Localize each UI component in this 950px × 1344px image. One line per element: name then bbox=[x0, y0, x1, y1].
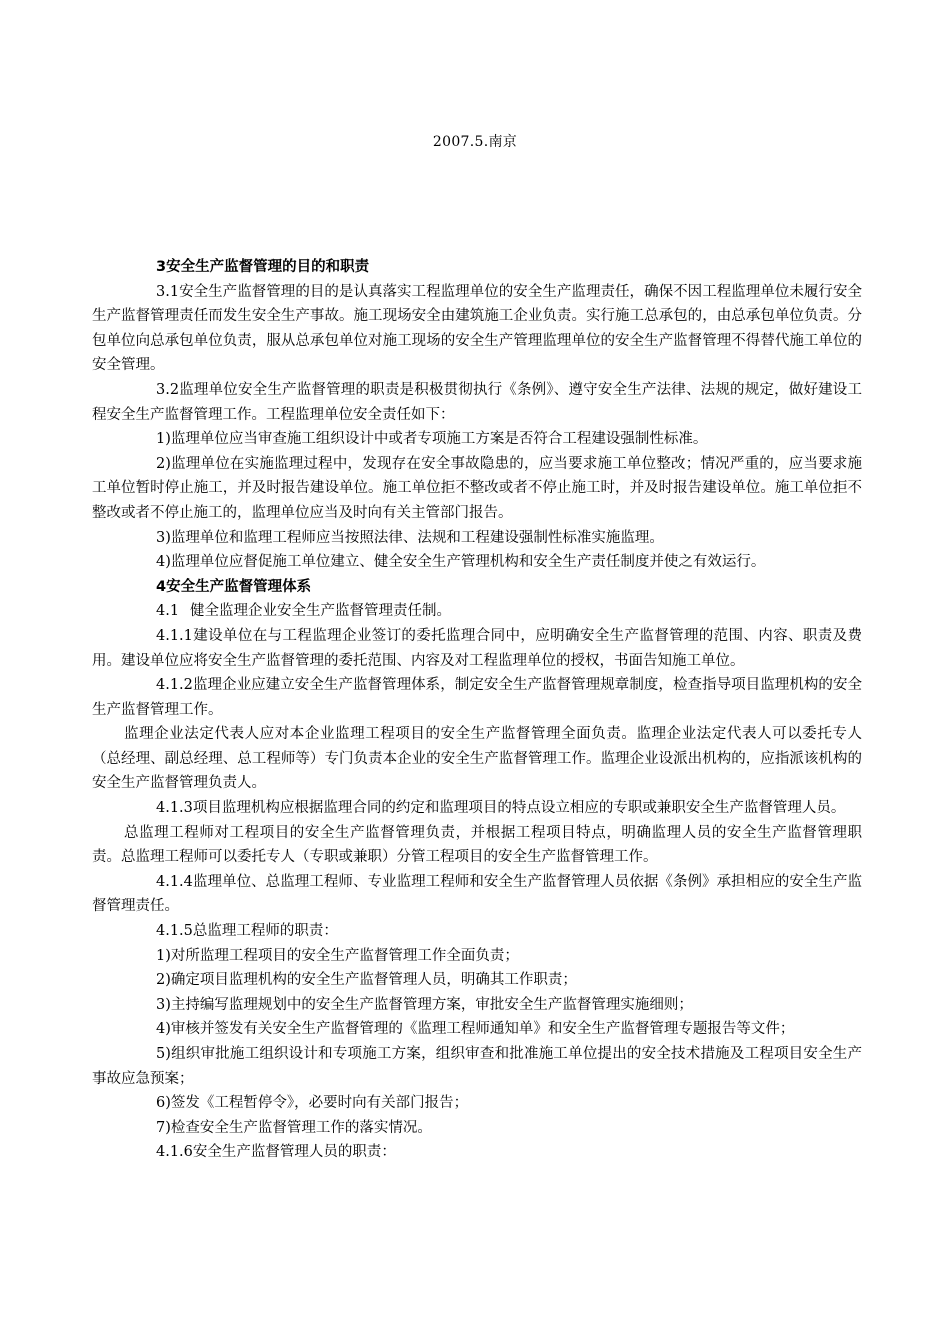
item-text: 监理单位在实施监理过程中，发现存在安全事故隐患的，应当要求施工单位整改；情况严重的，应当要求施工单位暂时停止施工，并及时报告建设单位。施工单位拒不整改或者不停止施工时，并及时报告建设单位。施工单位拒不整改或者不停止施工的，监理单位应当及时向有关主管部门报告。 bbox=[92, 455, 862, 521]
date-location-line: 2007.5.南京 bbox=[432, 134, 518, 150]
item-text: 检查安全生产监督管理工作的落实情况。 bbox=[170, 1119, 432, 1136]
item-number: 4) bbox=[156, 554, 171, 571]
item-number: 7) bbox=[156, 1119, 171, 1136]
item-text: 监理单位应督促施工单位建立、健全安全生产管理机构和安全生产责任制度并使之有效运行。 bbox=[170, 554, 766, 571]
clause-text: 健全监理企业安全生产监督管理责任制。 bbox=[190, 603, 451, 620]
clause-text: 安全生产监督管理的目的是认真落实工程监理单位的安全生产监理责任，确保不因工程监理单位未履行安全生产监督管理责任而发生安全生产事故。施工现场安全由建筑施工企业负责。实行施工总承包的，由总承包单位负责。分包单位向总承包单位负责，服从总承包单位对施工现场的安全生产管理监理单位的安全生产监督管理不得替代施工单位的安全管理。 bbox=[92, 283, 862, 374]
item-text: 签发《工程暂停令》，必要时向有关部门报告； bbox=[170, 1095, 469, 1112]
section-number: 3 bbox=[156, 259, 167, 275]
item-number: 1) bbox=[156, 947, 171, 964]
list-item bbox=[92, 993, 862, 1018]
paragraph-4-1-3-continued: 总监理工程师对工程项目的安全生产监督管理负责，并根据工程项目特点，明确监理人员的安全生产监督管理职责。总监理工程师可以委托专人（专职或兼职）分管工程项目的安全生产监督管理工作。 bbox=[92, 824, 862, 866]
list-item bbox=[92, 1017, 862, 1042]
clause-number: 4.1 bbox=[156, 603, 180, 620]
item-number: 3) bbox=[156, 529, 171, 546]
paragraph-4-1-2-continued: 监理企业法定代表人应对本企业监理工程项目的安全生产监督管理全面负责。监理企业法定代表人可以委托专人（总经理、副总经理、总工程师等）专门负责本企业的安全生产监督管理工作。监理企业设派出机构的，应指派该机构的安全生产监督管理负责人。 bbox=[92, 726, 862, 792]
item-number: 6) bbox=[156, 1095, 171, 1112]
paragraph-3-2 bbox=[92, 378, 862, 427]
list-item bbox=[92, 427, 862, 452]
item-number: 2) bbox=[156, 455, 171, 472]
clause-text: 监理企业应建立安全生产监督管理体系，制定安全生产监督管理规章制度，检查指导项目监理机构的安全生产监督管理工作。 bbox=[92, 677, 862, 718]
clause-number: 3.2 bbox=[156, 381, 180, 398]
clause-number: 4.1.1 bbox=[156, 627, 193, 644]
clause-number: 4.1.2 bbox=[156, 677, 193, 694]
clause-number: 4.1.6 bbox=[156, 1144, 193, 1161]
item-text: 监理单位和监理工程师应当按照法律、法规和工程建设强制性标准实施监理。 bbox=[170, 529, 664, 546]
list-item bbox=[92, 1042, 862, 1091]
section-title: 安全生产监督管理体系 bbox=[166, 578, 312, 595]
section-title: 安全生产监督管理的目的和职责 bbox=[166, 259, 370, 275]
section-3-heading bbox=[92, 255, 862, 280]
paragraph-4-1-3 bbox=[92, 796, 862, 821]
clause-number: 4.1.5 bbox=[156, 923, 193, 940]
list-item bbox=[92, 1116, 862, 1141]
paragraph-4-1 bbox=[92, 599, 862, 624]
paragraph-4-1-2 bbox=[92, 673, 862, 722]
item-number: 1) bbox=[156, 431, 171, 448]
list-item bbox=[92, 550, 862, 575]
item-text: 对所监理工程项目的安全生产监督管理工作全面负责； bbox=[170, 947, 519, 964]
item-text: 监理单位应当审查施工组织设计中或者专项施工方案是否符合工程建设强制性标准。 bbox=[170, 431, 708, 448]
section-4-heading bbox=[92, 575, 862, 600]
item-text: 审核并签发有关安全生产监督管理的《监理工程师通知单》和安全生产监督管理专题报告等文件； bbox=[170, 1021, 795, 1038]
item-number: 5) bbox=[156, 1046, 171, 1062]
clause-text: 监理单位安全生产监督管理的职责是积极贯彻执行《条例》、遵守安全生产法律、法规的规定，做好建设工程安全生产监督管理工作。工程监理单位安全责任如下： bbox=[92, 381, 862, 423]
list-item bbox=[92, 968, 862, 993]
list-item bbox=[92, 1091, 862, 1116]
item-text: 确定项目监理机构的安全生产监督管理人员，明确其工作职责； bbox=[170, 972, 577, 989]
document-body bbox=[92, 255, 862, 1165]
clause-text: 项目监理机构应根据监理合同的约定和监理项目的特点设立相应的专职或兼职安全生产监督管理人员。 bbox=[192, 800, 846, 817]
clause-number: 4.1.4 bbox=[156, 873, 193, 890]
item-number: 2) bbox=[156, 972, 171, 989]
item-text: 主持编写监理规划中的安全生产监督管理方案，审批安全生产监督管理实施细则； bbox=[170, 996, 693, 1013]
clause-number: 4.1.3 bbox=[156, 800, 193, 817]
list-item bbox=[92, 526, 862, 551]
paragraph-4-1-4 bbox=[92, 870, 862, 919]
item-number: 3) bbox=[156, 996, 171, 1013]
paragraph-4-1-5 bbox=[92, 919, 862, 944]
clause-text: 监理单位、总监理工程师、专业监理工程师和安全生产监督管理人员依据《条例》承担相应的安全生产监督管理责任。 bbox=[92, 873, 862, 915]
list-item bbox=[92, 944, 862, 969]
paragraph-4-1-1 bbox=[92, 624, 862, 673]
clause-number: 3.1 bbox=[156, 283, 180, 300]
clause-text: 安全生产监督管理人员的职责： bbox=[192, 1144, 396, 1161]
item-number: 4) bbox=[156, 1021, 171, 1038]
paragraph-4-1-6 bbox=[92, 1140, 862, 1165]
clause-text: 建设单位在与工程监理企业签订的委托监理合同中，应明确安全生产监督管理的范围、内容、职责及费用。建设单位应将安全生产监督管理的委托范围、内容及对工程监理单位的授权，书面告知施工单位。 bbox=[92, 627, 862, 669]
list-item bbox=[92, 452, 862, 526]
section-number: 4 bbox=[156, 578, 167, 595]
clause-text: 总监理工程师的职责： bbox=[192, 923, 338, 940]
paragraph-3-1 bbox=[92, 280, 862, 378]
item-text: 组织审批施工组织设计和专项施工方案，组织审查和批准施工单位提出的安全技术措施及工程项目安全生产事故应急预案； bbox=[92, 1046, 862, 1087]
